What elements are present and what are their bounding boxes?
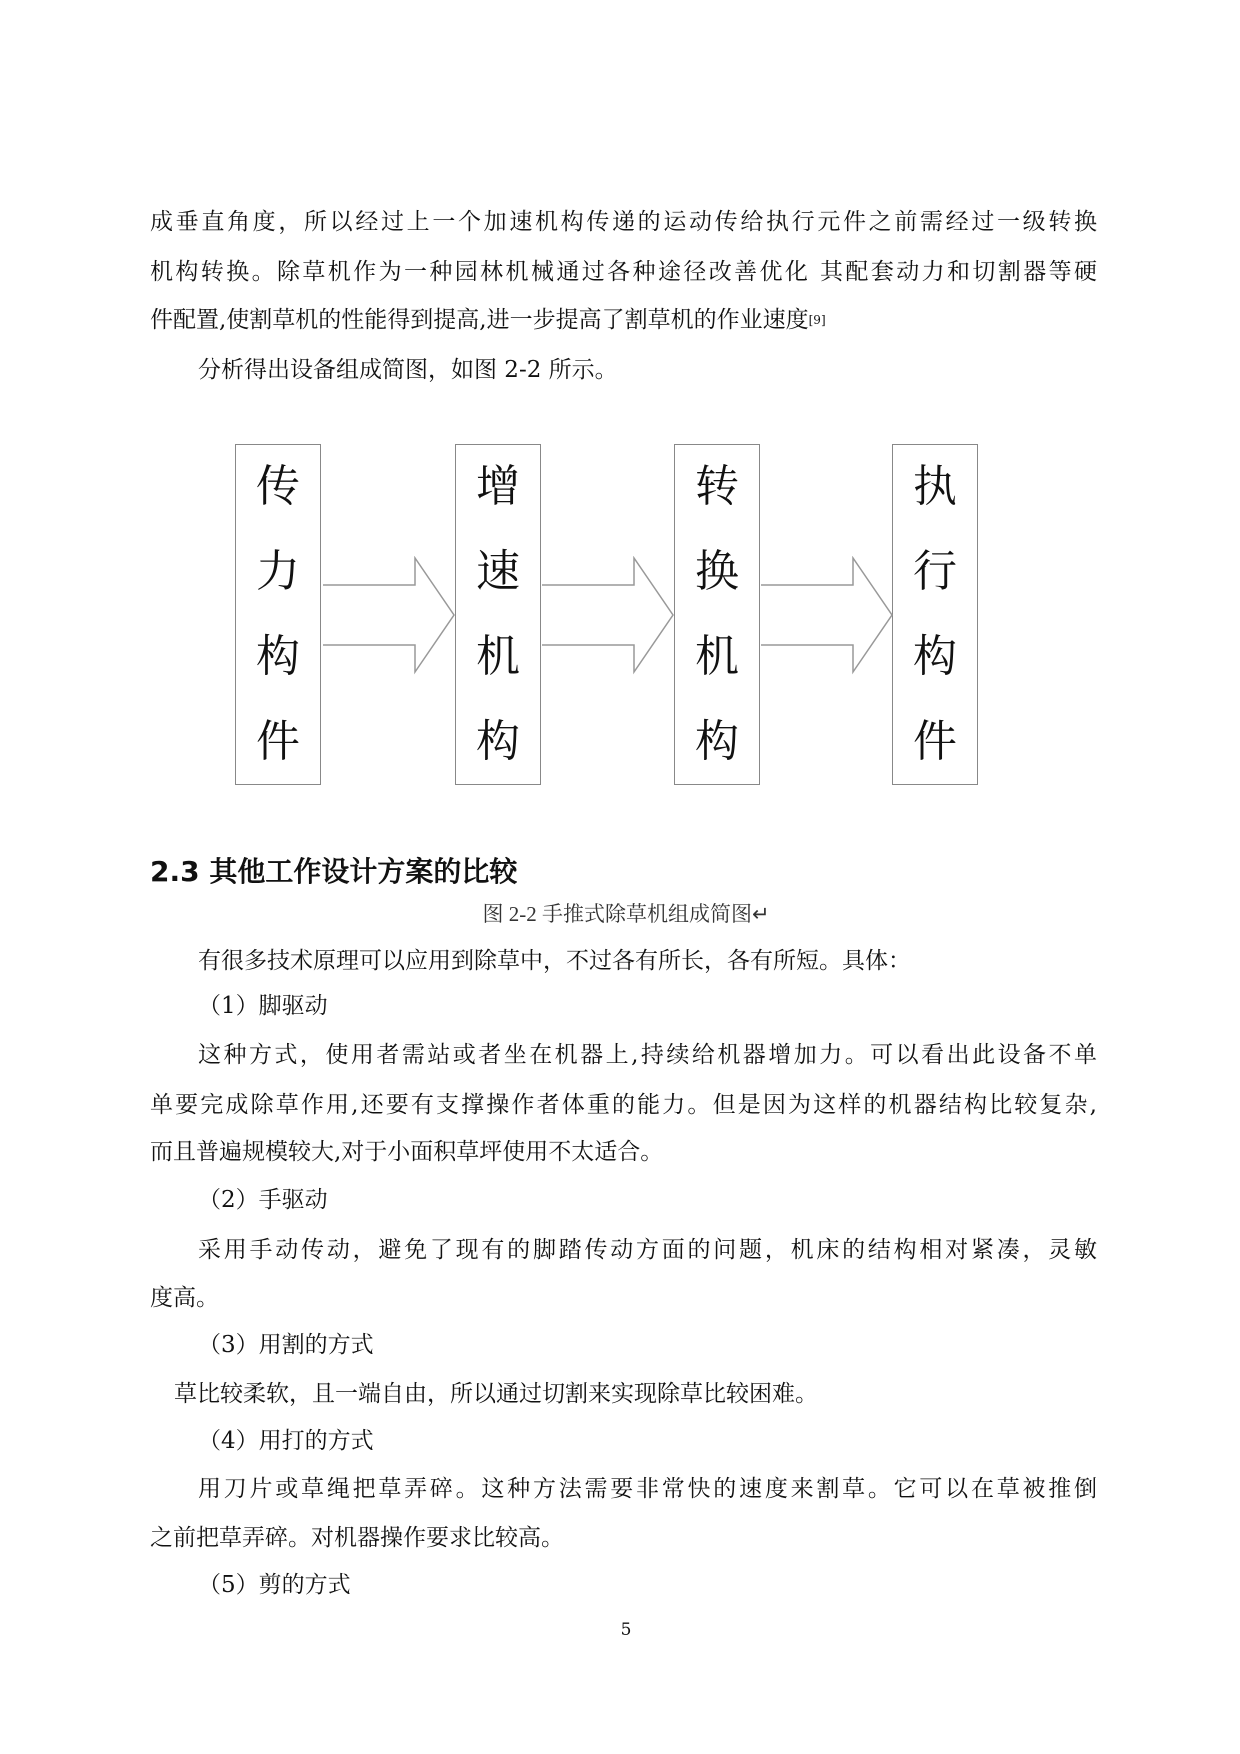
- box-char: 速: [476, 546, 520, 598]
- box-char: 行: [913, 546, 957, 598]
- paragraph-line: 之前把草弄碎。对机器操作要求比较高。: [150, 1525, 564, 1551]
- paragraph-line: （2）手驱动: [198, 1187, 328, 1213]
- paragraph-line: 用刀片或草绳把草弄碎。这种方法需要非常快的速度来割草。它可以在草被推倒: [198, 1476, 1097, 1502]
- page-number: 5: [620, 1620, 632, 1640]
- box-speed-up-mechanism: [455, 444, 541, 785]
- box-char: 执: [913, 461, 957, 513]
- paragraph-text: 件配置,使割草机的性能得到提高,进一步提高了割草机的作业速度: [150, 307, 809, 333]
- paragraph-line: 有很多技术原理可以应用到除草中，不过各有所长，各有所短。具体：: [198, 948, 911, 974]
- section-heading: 2.3 其他工作设计方案的比较: [150, 855, 518, 888]
- arrow-icon: [540, 556, 676, 676]
- paragraph-line: 采用手动传动，避免了现有的脚踏传动方面的问题，机床的结构相对紧凑，灵敏: [198, 1237, 1097, 1263]
- box-actuator-part: [892, 444, 978, 785]
- paragraph-line: 成垂直角度，所以经过上一个加速机构传递的运动传给执行元件之前需经过一级转换: [150, 209, 1097, 235]
- paragraph-line: [150, 305, 826, 335]
- paragraph-line: （1）脚驱动: [198, 993, 328, 1019]
- paragraph-line: 机构转换。除草机作为一种园林机械通过各种途径改善优化 其配套动力和切割器等硬: [150, 259, 1097, 285]
- box-char: 件: [913, 715, 957, 767]
- figure-caption: 图 2-2 手推式除草机组成简图↵: [482, 902, 770, 926]
- box-transmission-part: [235, 444, 321, 785]
- box-conversion-mechanism: [674, 444, 760, 785]
- paragraph-line: （5）剪的方式: [198, 1572, 351, 1598]
- box-char: 转: [695, 461, 739, 513]
- box-char: 换: [695, 546, 739, 598]
- box-char: 机: [695, 630, 739, 682]
- paragraph-line: 单要完成除草作用,还要有支撑操作者体重的能力。但是因为这样的机器结构比较复杂,: [150, 1092, 1097, 1118]
- box-char: 机: [476, 630, 520, 682]
- box-char: 构: [256, 630, 300, 682]
- box-char: 构: [913, 630, 957, 682]
- paragraph-line: 草比较柔软，且一端自由，所以通过切割来实现除草比较困难。: [174, 1381, 818, 1407]
- box-char: 构: [476, 715, 520, 767]
- paragraph-line: 而且普遍规模较大,对于小面积草坪使用不太适合。: [150, 1139, 664, 1165]
- paragraph-line: （4）用打的方式: [198, 1428, 374, 1454]
- citation[interactable]: [9]: [808, 313, 826, 327]
- arrow-icon: [321, 556, 457, 676]
- box-char: 增: [476, 461, 520, 513]
- figure-intro: 分析得出设备组成简图，如图 2-2 所示。: [198, 357, 618, 383]
- arrow-icon: [759, 556, 895, 676]
- paragraph-line: （3）用割的方式: [198, 1332, 374, 1358]
- paragraph-line: 这种方式，使用者需站或者坐在机器上,持续给机器增加力。可以看出此设备不单: [198, 1042, 1097, 1068]
- paragraph-line: 度高。: [150, 1285, 219, 1311]
- box-char: 件: [256, 715, 300, 767]
- box-char: 传: [256, 461, 300, 513]
- box-char: 构: [695, 715, 739, 767]
- box-char: 力: [256, 546, 300, 598]
